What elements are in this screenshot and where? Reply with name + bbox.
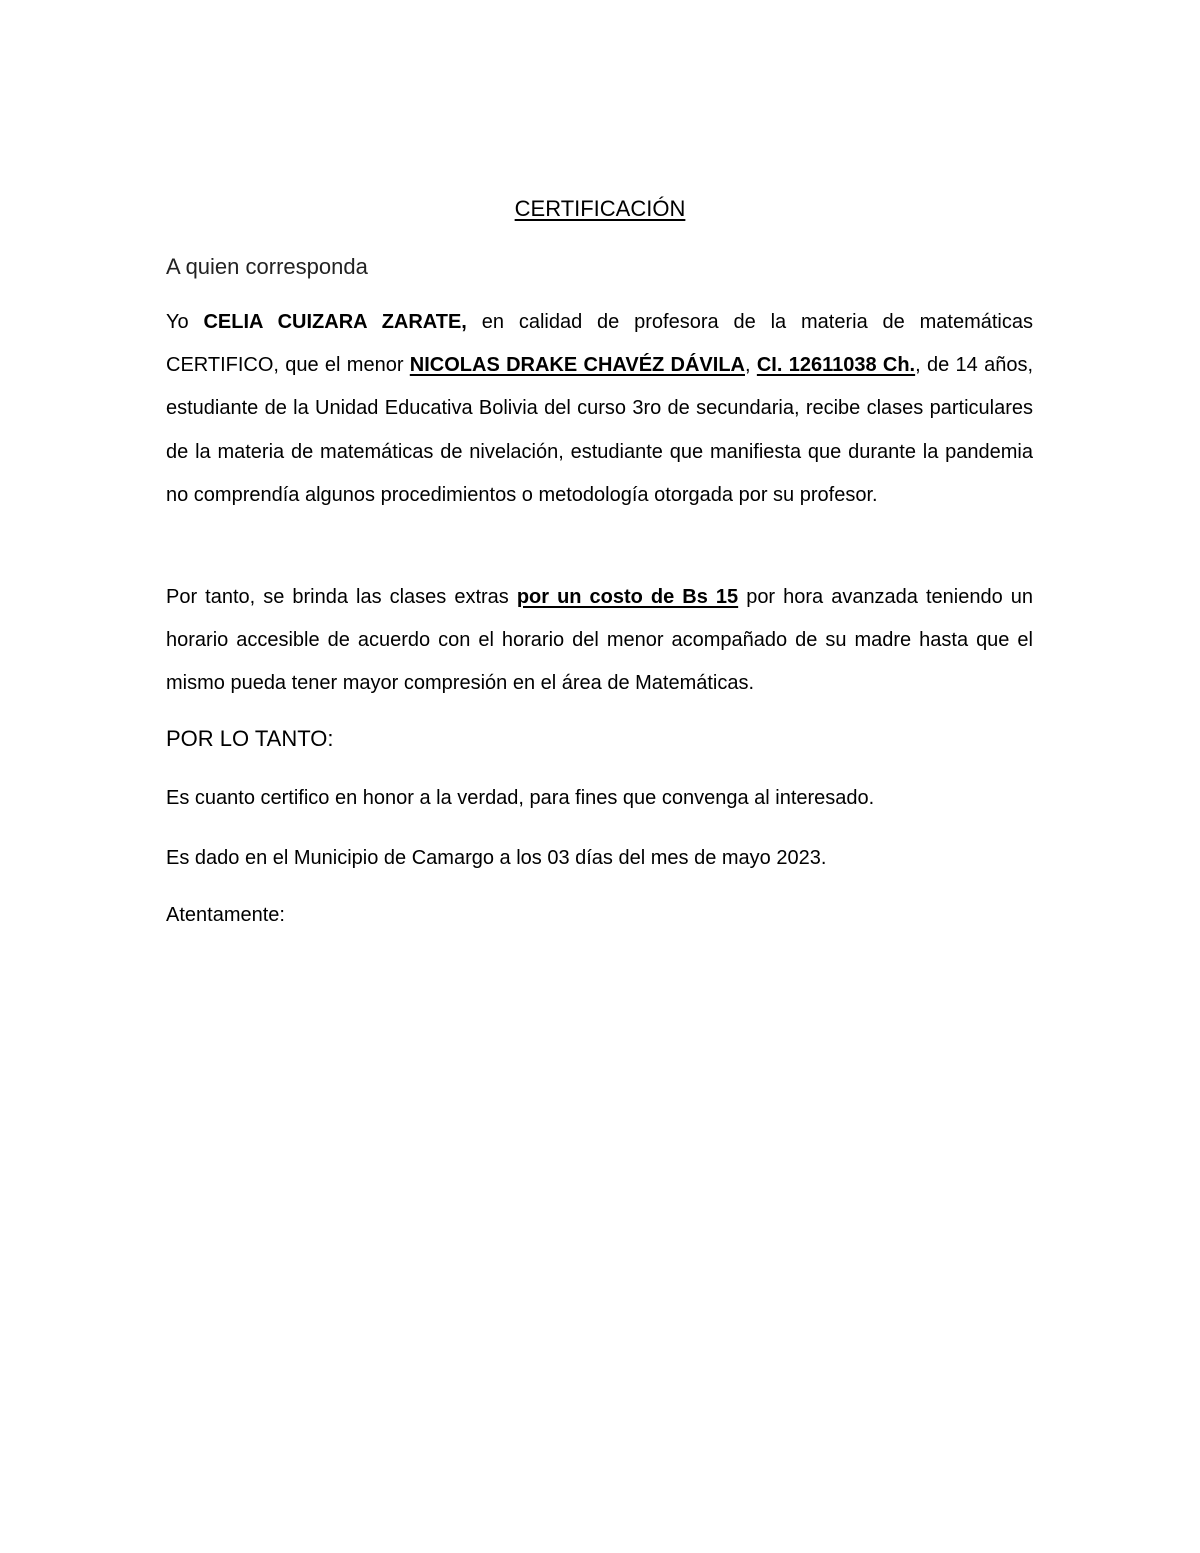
student-name: NICOLAS DRAKE CHAVÉZ DÁVILA	[409, 354, 745, 377]
paragraph-text: ,	[745, 354, 757, 377]
greeting-line: A quien corresponda	[166, 254, 368, 279]
certify-statement: Es cuanto certifico en honor a la verdad, para fines que convenga al interesado.	[166, 787, 875, 809]
cost-paragraph	[166, 576, 1033, 706]
student-id: CI. 12611038 Ch.	[756, 354, 916, 377]
date-place-statement: Es dado en el Municipio de Camargo a los 03 días del mes de mayo 2023.	[166, 847, 827, 869]
cost-highlight: por un costo de Bs 15	[516, 586, 739, 608]
certification-paragraph	[166, 301, 1033, 517]
paragraph-text: en calidad de profesora de la materia de matemáticas CERTIFICO, que el menor	[166, 311, 1034, 377]
paragraph-text: por hora avanzada teniendo un horario accesible de acuerdo con el horario del menor acompañado de su madre hasta que el mismo pueda tener mayor compresión en el área de Matemáticas.	[166, 586, 1033, 695]
paragraph-text: Por tanto, se brinda las clases extras	[166, 586, 517, 608]
teacher-name: CELIA CUIZARA ZARATE,	[203, 311, 467, 333]
section-heading: POR LO TANTO:	[166, 726, 334, 751]
document-title: CERTIFICACIÓN	[514, 196, 686, 221]
closing-line: Atentamente:	[166, 904, 285, 926]
paragraph-text: Yo	[166, 311, 204, 333]
paragraph-text: , de 14 años, estudiante de la Unidad Educativa Bolivia del curso 3ro de secundaria, recibe clases particulares de la materia de matemáticas de nivelación, estudiante que manifiesta que durante la pandemia no comprendía algunos procedimientos o metodología otorgada por su profesor.	[166, 354, 1033, 506]
